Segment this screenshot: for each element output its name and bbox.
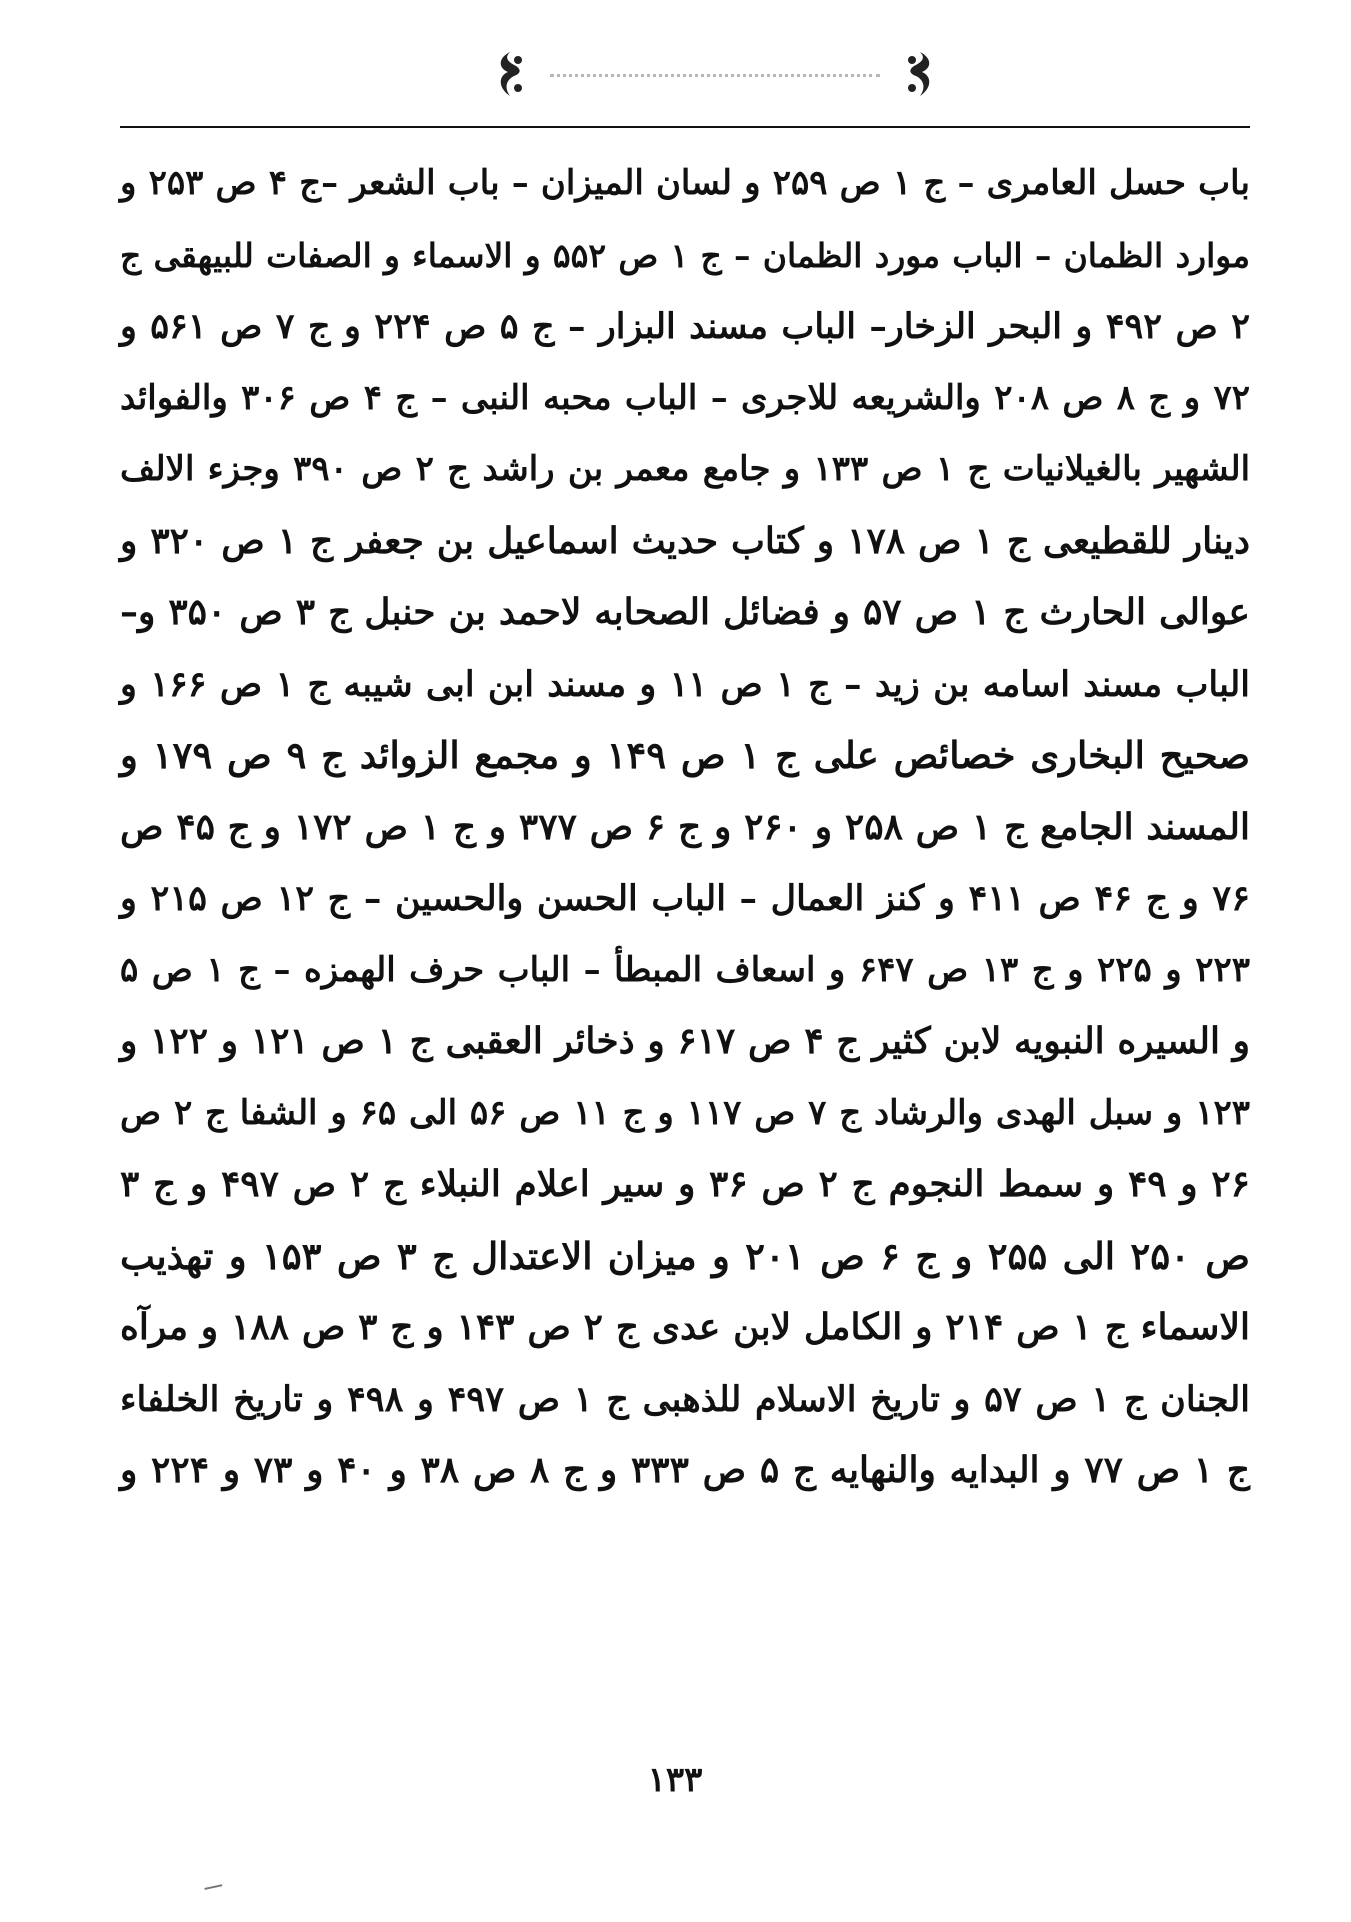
text-line: المسند الجامع ج ۱ ص ۲۵۸ و ۲۶۰ و ج ۶ ص ۳۷۷ و ج ۱ ص ۱۷۲ و ج ۴۵ ص (120, 805, 1250, 848)
ornament-icon (490, 48, 530, 100)
text-line: ۲۲۳ و ۲۲۵ و ج ۱۳ ص ۶۴۷ و اسعاف المبطأ – الباب حرف الهمزه – ج ۱ ص ۵ (120, 949, 1251, 990)
header-rule (120, 126, 1250, 128)
text-line: دینار للقطیعی ج ۱ ص ۱۷۸ و کتاب حدیث اسماعیل بن جعفر ج ۱ ص ۳۲۰ و (120, 519, 1250, 562)
text-line: ج ۱ ص ۷۷ و البدایه والنهایه ج ۵ ص ۳۳۳ و ج ۸ ص ۳۸ و ۴۰ و ۷۳ و ۲۲۴ و (120, 1449, 1250, 1491)
text-line: ۷۲ و ج ۸ ص ۲۰۸ والشریعه للاجری – الباب محبه النبی – ج ۴ ص ۳۰۶ والفوائد (120, 377, 1250, 418)
page-header (120, 40, 1250, 110)
text-line: الباب مسند اسامه بن زید – ج ۱ ص ۱۱ و مسند ابن ابی شیبه ج ۱ ص ۱۶۶ و (120, 663, 1251, 705)
text-line: ص ۲۵۰ الی ۲۵۵ و ج ۶ ص ۲۰۱ و میزان الاعتدال ج ۳ ص ۱۵۳ و تهذیب (120, 1233, 1250, 1278)
page-number: ۱۳۳ (647, 1760, 703, 1800)
text-line: الاسماء ج ۱ ص ۲۱۴ و الکامل لابن عدی ج ۲ ص ۱۴۳ و ج ۳ ص ۱۸۸ و مرآه (120, 1306, 1251, 1348)
ornament-icon (900, 48, 940, 100)
text-line: ۱۲۳ و سبل الهدی والرشاد ج ۷ ص ۱۱۷ و ج ۱۱ ص ۵۶ الی ۶۵ و الشفا ج ۲ ص (120, 1092, 1250, 1133)
text-line: صحیح البخاری خصائص علی ج ۱ ص ۱۴۹ و مجمع الزوائد ج ۹ ص ۱۷۹ و (120, 733, 1251, 777)
text-line: عوالی الحارث ج ۱ ص ۵۷ و فضائل الصحابه لاحمد بن حنبل ج ۳ ص ۳۵۰ و– (120, 591, 1251, 633)
text-line: الشهیر بالغیلانیات ج ۱ ص ۱۳۳ و جامع معمر بن راشد ج ۲ ص ۳۹۰ وجزء الالف (120, 449, 1251, 489)
text-line: باب حسل العامری – ج ۱ ص ۲۵۹ و لسان المیزان – باب الشعر –ج ۴ ص ۲۵۳ و (120, 163, 1251, 203)
body-text (120, 148, 1250, 1507)
scan-mark (204, 1884, 223, 1896)
text-line: و السیره النبویه لابن کثیر ج ۴ ص ۶۱۷ و ذخائر العقبی ج ۱ ص ۱۲۱ و ۱۲۲ و (120, 1020, 1251, 1062)
text-line: ۷۶ و ج ۴۶ ص ۴۱۱ و کنز العمال – الباب الحسن والحسین – ج ۱۲ ص ۲۱۵ و (120, 878, 1251, 919)
text-line: الجنان ج ۱ ص ۵۷ و تاریخ الاسلام للذهبی ج ۱ ص ۴۹۷ و ۴۹۸ و تاریخ الخلفاء (120, 1378, 1251, 1420)
text-line: موارد الظمان – الباب مورد الظمان – ج ۱ ص ۵۵۲ و الاسماء و الصفات للبیهقی ج (120, 235, 1250, 275)
header-title-faint (550, 74, 880, 81)
text-line: ۲۶ و ۴۹ و سمط النجوم ج ۲ ص ۳۶ و سیر اعلام النبلاء ج ۲ ص ۴۹۷ و ج ۳ (120, 1163, 1250, 1205)
text-line: ۲ ص ۴۹۲ و البحر الزخار– الباب مسند البزار – ج ۵ ص ۲۲۴ و ج ۷ ص ۵۶۱ و (120, 306, 1250, 347)
